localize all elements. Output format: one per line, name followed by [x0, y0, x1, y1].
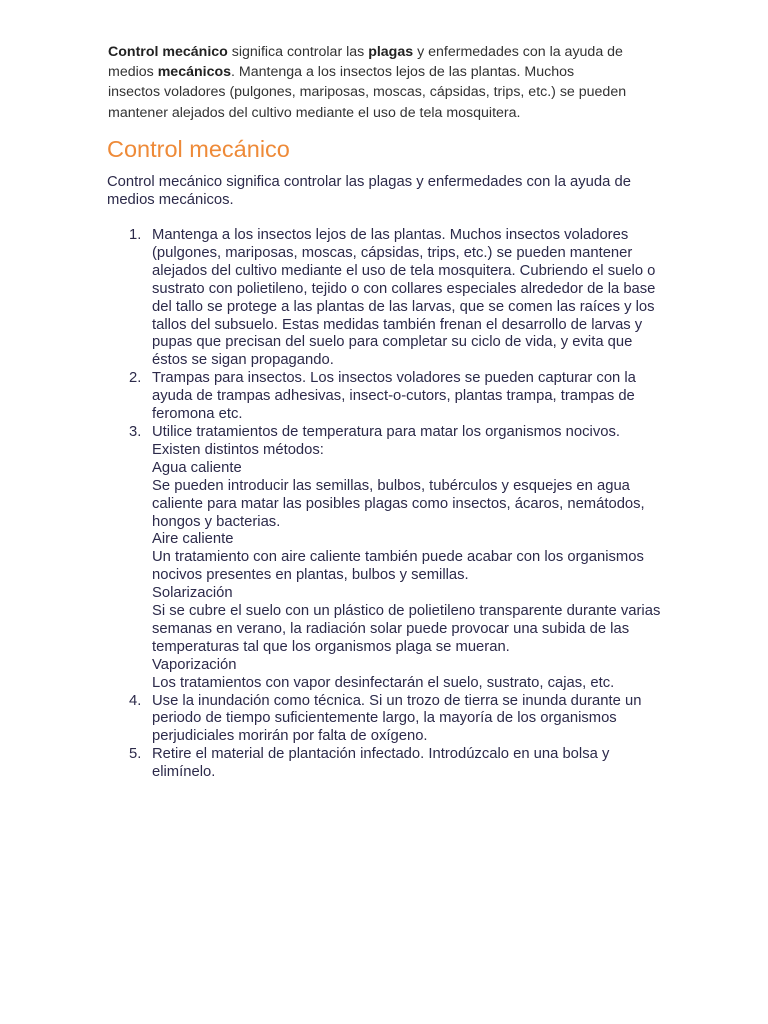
list-item-text: Use la inundación como técnica. Si un trozo de tierra se inunda durante un periodo de tiempo suficientemente largo, la mayoría de los organismos perjudiciales morirán por falta de oxígeno.	[152, 692, 642, 745]
list-number: 4.	[129, 692, 142, 709]
intro-text: y enfermedades con la ayuda de medios	[108, 44, 623, 81]
list-number: 1.	[129, 227, 142, 243]
intro-text: . Mantenga a los insectos lejos de las plantas. Muchos insectos voladores (pulgones, mariposas, moscas, cápsidas, trips, etc.) se pueden mantener alejados del cultivo mediante el uso de tela mosquitera.	[108, 64, 627, 121]
list-item	[107, 746, 667, 782]
section-paragraph: Control mecánico significa controlar las plagas y enfermedades con la ayuda de medios mecánicos.	[107, 174, 631, 208]
list-number: 5.	[129, 746, 142, 763]
list-item-text: Retire el material de plantación infectado. Introdúzcalo en una bolsa y elimínelo.	[152, 746, 610, 781]
method-name: Agua caliente	[152, 459, 242, 476]
list-number: 2.	[129, 370, 142, 387]
list-item	[107, 227, 667, 370]
list-item	[107, 693, 667, 747]
section-heading: Control mecánico	[107, 136, 290, 162]
method-name: Vaporización	[152, 656, 237, 673]
list-number: 3.	[129, 423, 142, 440]
intro-bold-term: Control mecánico	[108, 44, 228, 60]
intro-paragraph	[108, 42, 628, 123]
intro-bold-term: mecánicos	[157, 64, 232, 81]
method-description: Se pueden introducir las semillas, bulbos, tubérculos y esquejes en agua caliente para matar las posibles plagas como insectos, ácaros, nemátodos, hongos y bacterias.	[152, 477, 645, 530]
intro-bold-term: plagas	[368, 44, 414, 60]
method-description: Los tratamientos con vapor desinfectarán el suelo, sustrato, cajas, etc.	[152, 674, 615, 691]
method-name: Solarización	[152, 585, 233, 602]
list-item-text: Utilice tratamientos de temperatura para matar los organismos nocivos.	[152, 423, 620, 440]
list-item-text: Mantenga a los insectos lejos de las plantas. Muchos insectos voladores (pulgones, mariposas, moscas, cápsidas, trips, etc.) se pueden mantener alejados del cultivo mediante el uso de tela mosquitera. Cubriendo el suelo o sustrato con polietileno, tejido o con collares especiales alrededor de la base del tallo se protege a las plantas de las larvas, que se comen las raíces y los tallos del subsuelo. Estas medidas también frenan el desarrollo de larvas y pupas que precisan del suelo para completar su ciclo de vida, y evita que éstos se sigan propagando.	[152, 227, 656, 369]
intro-text: significa controlar las	[227, 44, 369, 60]
list-item-text: Trampas para insectos. Los insectos voladores se pueden capturar con la ayuda de trampas adhesivas, insect-o-cutors, plantas trampa, trampas de feromona etc.	[152, 370, 636, 423]
steps-list	[107, 227, 667, 782]
list-item	[107, 370, 667, 424]
methods-intro: Existen distintos métodos:	[152, 441, 324, 458]
list-item	[107, 424, 667, 693]
method-description: Si se cubre el suelo con un plástico de polietileno transparente durante varias semanas en verano, la radiación solar puede provocar una subida de las temperaturas tal que los organismos plaga se mueran.	[152, 603, 661, 655]
method-description: Un tratamiento con aire caliente también puede acabar con los organismos nocivos presentes en plantas, bulbos y semillas.	[152, 549, 644, 584]
method-name: Aire caliente	[152, 531, 234, 548]
